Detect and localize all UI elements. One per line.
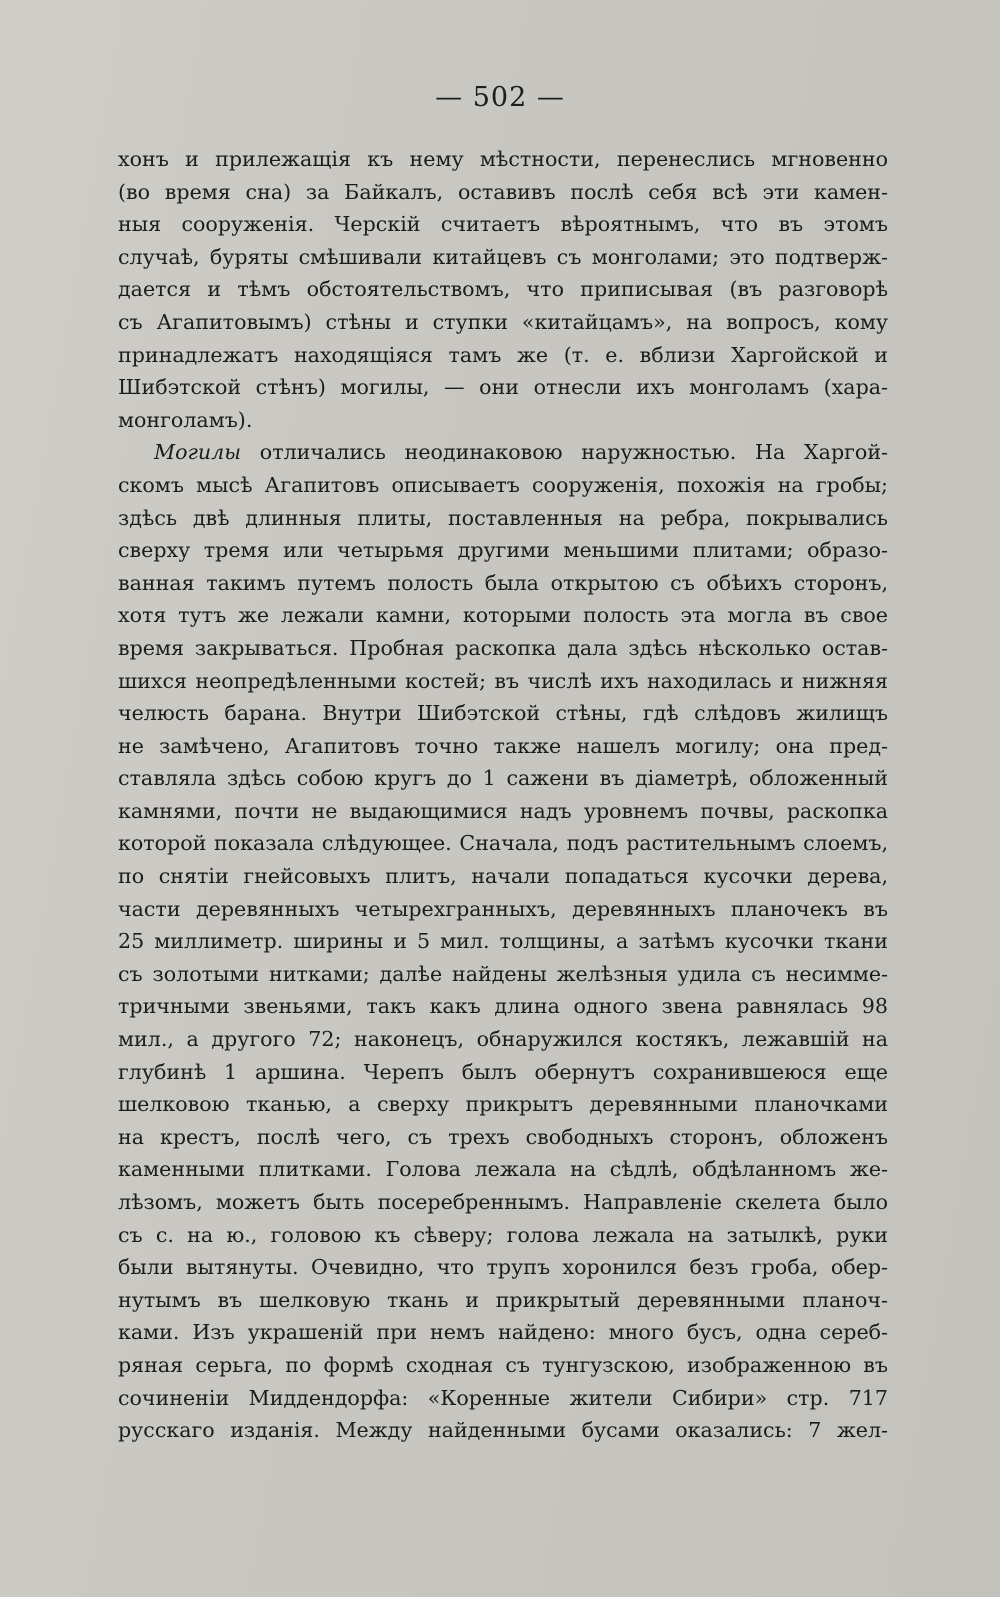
page-text: [118, 143, 888, 1447]
text-line: ставляла здѣсь собою кругъ до 1 сажени въ діаметрѣ, обложенный: [118, 766, 888, 791]
paragraph-2: [118, 436, 888, 1446]
text-line: съ с. на ю., головою къ сѣверу; голова лежала на затылкѣ, руки: [118, 1222, 888, 1247]
text-line: ряная серьга, по формѣ сходная съ тунгузскою, изображенною въ: [118, 1352, 888, 1377]
text-line: которой показала слѣдующее. Сначала, подъ растительнымъ слоемъ,: [118, 831, 888, 856]
text-line: ныя сооруженія. Черскій считаетъ вѣроятнымъ, что въ этомъ: [118, 212, 888, 237]
text-line: челюсть барана. Внутри Шибэтской стѣны, гдѣ слѣдовъ жилищъ: [118, 701, 888, 726]
text-line: на крестъ, послѣ чего, съ трехъ свободныхъ сторонъ, обложенъ: [118, 1124, 888, 1149]
text-line: съ золотыми нитками; далѣе найдены желѣзныя удила съ несимме-: [118, 961, 888, 986]
text-line: хотя тутъ же лежали камни, которыми полость эта могла въ свое: [118, 603, 888, 628]
text-line: хонъ и прилежащія къ нему мѣстности, перенеслись мгновенно: [118, 147, 888, 171]
text-line: камнями, почти не выдающимися надъ уровнемъ почвы, раскопка: [118, 798, 888, 823]
text-line-rest: отличались неодинаковою наружностью. На Харгой-: [241, 440, 888, 465]
text-line: глубинѣ 1 аршина. Черепъ былъ обернутъ сохранившеюся еще: [118, 1059, 888, 1084]
text-line: время закрываться. Пробная раскопка дала здѣсь нѣсколько остав-: [118, 635, 888, 660]
text-line: 25 миллиметр. ширины и 5 мил. толщины, а затѣмъ кусочки ткани: [118, 929, 888, 954]
text-line: случаѣ, буряты смѣшивали китайцевъ съ монголами; это подтверж-: [118, 244, 888, 269]
text-line: шихся неопредѣленными костей; въ числѣ ихъ находилась и нижняя: [118, 668, 888, 693]
text-line: по снятіи гнейсовыхъ плитъ, начали попадаться кусочки дерева,: [118, 864, 888, 889]
italic-heading-word: Могилы: [154, 440, 242, 465]
text-line: (во время сна) за Байкалъ, оставивъ послѣ себя всѣ эти камен-: [118, 179, 888, 204]
text-line: не замѣчено, Агапитовъ точно также нашелъ могилу; она пред-: [118, 733, 888, 758]
text-line: нутымъ въ шелковую ткань и прикрытый деревянными планоч-: [118, 1287, 888, 1312]
text-line: сочиненіи Миддендорфа: «Коренные жители Сибири» стр. 717: [118, 1385, 888, 1410]
text-line: принадлежатъ находящіяся тамъ же (т. е. вблизи Харгойской и: [118, 342, 888, 367]
text-line: тричными звеньями, такъ какъ длина одного звена равнялась 98: [118, 994, 888, 1019]
text-line: русскаго изданія. Между найденными бусами оказались: 7 жел-: [118, 1418, 888, 1443]
text-line: мил., а другого 72; наконецъ, обнаружился костякъ, лежавшій на: [118, 1027, 888, 1052]
text-line: [118, 436, 888, 469]
text-line: лѣзомъ, можетъ быть посеребреннымъ. Направленіе скелета было: [118, 1190, 888, 1214]
text-line: ками. Изъ украшеній при немъ найдено: много бусъ, одна сереб-: [118, 1320, 888, 1345]
page-number: — 502 —: [435, 82, 565, 113]
text-line: шелковою тканью, а сверху прикрытъ деревянными планочками: [118, 1092, 888, 1117]
text-line: монголамъ).: [118, 407, 253, 432]
paragraph-1: [118, 143, 888, 436]
text-line: каменными плитками. Голова лежала на сѣдлѣ, обдѣланномъ же-: [118, 1157, 888, 1182]
text-line: Шибэтской стѣнъ) могилы, — они отнесли ихъ монголамъ (хара-: [118, 375, 888, 400]
text-line: дается и тѣмъ обстоятельствомъ, что приписывая (въ разговорѣ: [118, 277, 888, 302]
text-line: ванная такимъ путемъ полость была открытою съ обѣихъ сторонъ,: [118, 570, 888, 595]
text-line: съ Агапитовымъ) стѣны и ступки «китайцамъ», на вопросъ, кому: [118, 309, 888, 334]
text-line: были вытянуты. Очевидно, что трупъ хоронился безъ гроба, обер-: [118, 1255, 888, 1280]
text-line: скомъ мысѣ Агапитовъ описываетъ сооруженія, похожія на гробы;: [118, 472, 888, 497]
text-line: сверху тремя или четырьмя другими меньшими плитами; образо-: [118, 538, 888, 563]
text-line: здѣсь двѣ длинныя плиты, поставленныя на ребра, покрывались: [118, 505, 888, 530]
text-line: части деревянныхъ четырехгранныхъ, деревянныхъ планочекъ въ: [118, 896, 888, 921]
